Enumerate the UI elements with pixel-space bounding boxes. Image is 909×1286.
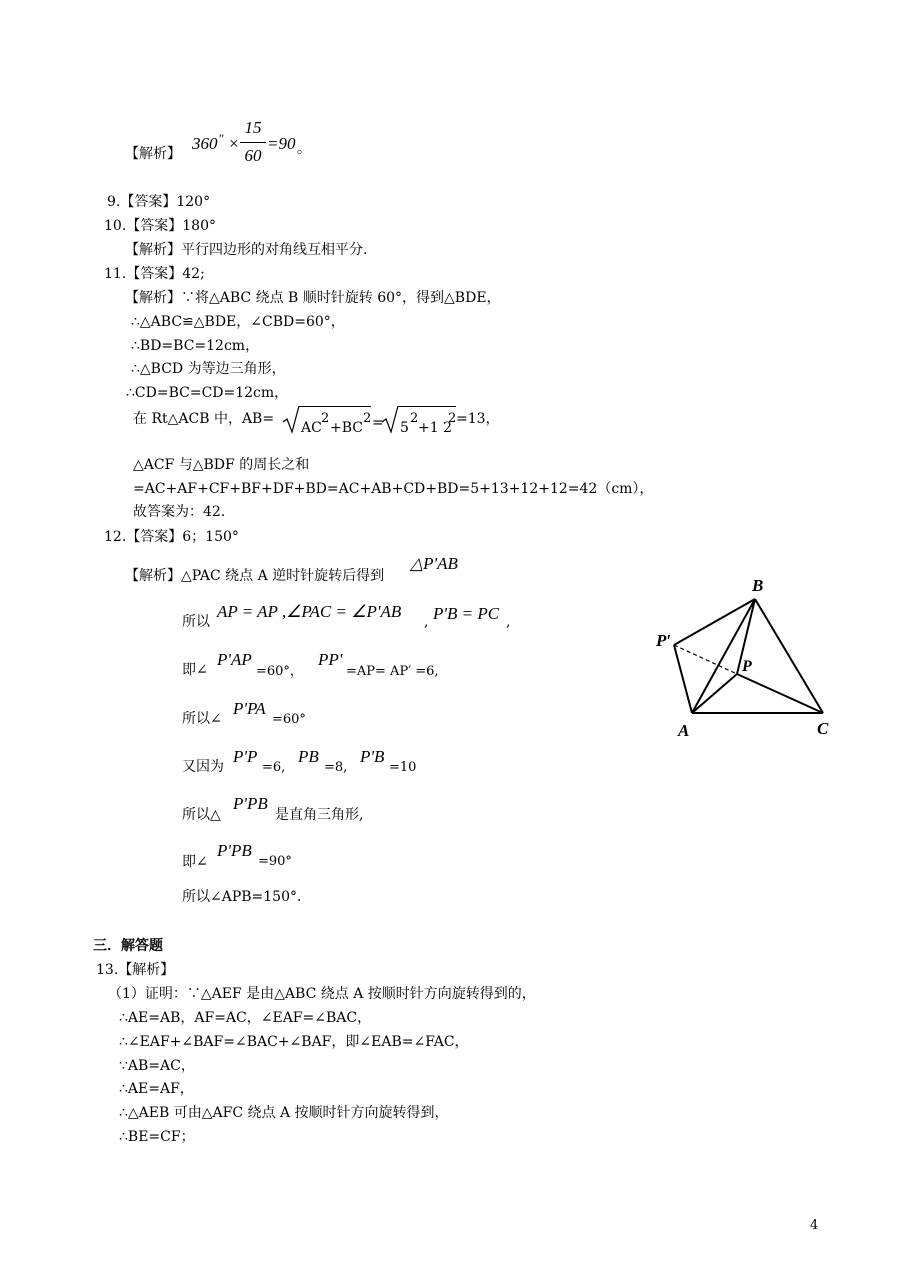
q12-line-6-suffix: 是直角三角形, bbox=[275, 807, 364, 823]
q12-line-6-math: P'PB bbox=[233, 794, 268, 813]
segment-bc bbox=[755, 599, 823, 713]
sqrt-bc: +BC bbox=[330, 420, 363, 436]
q11-line-6-result: =13， bbox=[456, 411, 500, 427]
q12-line-5-val3: =10 bbox=[389, 760, 417, 775]
math-eq-90: =90 bbox=[267, 134, 296, 153]
period: 。 bbox=[297, 141, 311, 157]
fraction-bar bbox=[240, 142, 266, 143]
sqrt-ac-exp: 2 bbox=[321, 411, 330, 426]
sqrt-ac: AC bbox=[301, 420, 322, 436]
label-p-prime: P′ bbox=[656, 631, 672, 650]
q12-line-7-prefix: 即∠ bbox=[182, 854, 208, 870]
q12-line-2-prefix: 所以 bbox=[182, 614, 210, 630]
q12-line-3-val1: =60°， bbox=[256, 664, 303, 679]
segment-pprime-a bbox=[674, 645, 692, 713]
math-times: × bbox=[228, 134, 240, 153]
q13-line-2: ∴AE=AB，AF=AC，∠EAF=∠BAC， bbox=[119, 1010, 372, 1026]
q11-line-3: ∴BD=BC=12cm， bbox=[131, 338, 260, 354]
q12-line-4-math: P'PA bbox=[233, 699, 266, 718]
sqrt-bar-1 bbox=[299, 406, 371, 407]
q12-line-6-prefix: 所以△ bbox=[182, 807, 221, 823]
q12-line-2-comma1: , bbox=[424, 614, 429, 630]
q12-line-3-val2: =AP= AP′ =6, bbox=[346, 664, 439, 679]
q12-line-2-comma2: , bbox=[506, 614, 511, 630]
q12-line-7-math: P'PB bbox=[217, 841, 252, 860]
q13-line-5: ∴AE=AF， bbox=[119, 1081, 194, 1097]
q12-line-5-val1: =6, bbox=[262, 760, 286, 775]
q13-line-7: ∴BE=CF； bbox=[119, 1129, 195, 1145]
segment-pc bbox=[737, 674, 823, 713]
q12-line-1: 【解析】△PAC 绕点 A 逆时针旋转后得到 bbox=[125, 568, 385, 584]
q11-line-9: 故答案为：42． bbox=[133, 504, 235, 520]
q11-line-6-prefix: 在 Rt△ACB 中，AB= bbox=[133, 411, 275, 427]
q12-line-5-val2: =8, bbox=[324, 760, 348, 775]
q11-line-8: =AC+AF+CF+BF+DF+BD=AC+AB+CD+BD=5+13+12+12=42（cm）， bbox=[133, 481, 654, 497]
sqrt-bar-2 bbox=[398, 406, 456, 407]
sqrt-bc-exp: 2 bbox=[363, 411, 372, 426]
q11-line-2: ∴△ABC≌△BDE，∠CBD=60°， bbox=[131, 314, 345, 330]
analysis-tag: 【解析】 bbox=[125, 146, 181, 162]
geometry-figure bbox=[650, 570, 840, 745]
page-number: 4 bbox=[810, 1218, 819, 1233]
q10-answer: 10.【答案】180° bbox=[104, 218, 216, 234]
math-prime: " bbox=[218, 131, 224, 146]
q12-line-5-math2: PB bbox=[298, 747, 319, 766]
q12-line-5-prefix: 又因为 bbox=[182, 759, 224, 775]
q11-line-1: 【解析】∵将△ABC 绕点 B 顺时针旋转 60°，得到△BDE， bbox=[125, 290, 501, 306]
q11-line-4: ∴△BCD 为等边三角形， bbox=[131, 361, 286, 377]
q13-heading: 13.【解析】 bbox=[96, 962, 175, 978]
q12-line-7-val: =90° bbox=[258, 854, 292, 869]
sqrt-eq: = bbox=[372, 415, 384, 431]
q9-answer: 9.【答案】120° bbox=[107, 194, 211, 210]
sqrt-symbol-1 bbox=[282, 404, 300, 434]
section-heading: 三．解答题 bbox=[93, 938, 163, 954]
fraction-numerator: 15 bbox=[244, 118, 262, 137]
q13-line-4: ∵AB=AC， bbox=[119, 1058, 195, 1074]
q12-line-3-math1: P'AP bbox=[217, 650, 252, 669]
q12-answer: 12.【答案】6；150° bbox=[104, 529, 239, 545]
q13-line-1: （1）证明：∵△AEF 是由△ABC 绕点 A 按顺时针方向旋转得到的， bbox=[108, 986, 536, 1002]
sqrt-12-exp: 2 bbox=[448, 411, 457, 426]
q12-line-2-math: AP = AP ,∠PAC = ∠P'AB bbox=[217, 602, 402, 621]
q11-answer: 11.【答案】42; bbox=[104, 266, 205, 282]
q12-line-8: 所以∠APB=150°． bbox=[182, 889, 312, 905]
q13-line-3: ∴∠EAF+∠BAF=∠BAC+∠BAF，即∠EAB=∠FAC， bbox=[119, 1034, 469, 1050]
q12-line-5-math3: P'B bbox=[360, 747, 385, 766]
sqrt-12: +1 2 bbox=[418, 420, 452, 436]
label-a: A bbox=[678, 721, 690, 740]
q12-line-4-prefix: 所以∠ bbox=[182, 711, 222, 727]
sqrt-5-exp: 2 bbox=[410, 411, 419, 426]
fraction-denominator: 60 bbox=[244, 146, 262, 165]
q12-line-1-math: △P'AB bbox=[410, 554, 458, 573]
label-b: B bbox=[752, 576, 764, 595]
q12-line-2-math2: P'B = PC bbox=[433, 604, 500, 623]
label-c: C bbox=[817, 719, 829, 738]
q12-line-5-math1: P'P bbox=[233, 747, 258, 766]
q13-line-6: ∴△AEB 可由△AFC 绕点 A 按顺时针方向旋转得到， bbox=[119, 1105, 449, 1121]
q12-line-3-math2: PP' bbox=[318, 650, 343, 669]
q11-line-5: ∴CD=BC=CD=12cm， bbox=[126, 385, 289, 401]
q12-line-3-prefix: 即∠ bbox=[182, 662, 208, 678]
q11-line-7: △ACF 与△BDF 的周长之和 bbox=[133, 457, 310, 473]
math-360: 360 bbox=[192, 134, 218, 153]
q10-analysis: 【解析】平行四边形的对角线互相平分. bbox=[125, 242, 368, 258]
q12-line-4-val: =60° bbox=[272, 712, 306, 727]
label-p: P bbox=[742, 658, 752, 675]
sqrt-5: 5 bbox=[400, 420, 409, 436]
sqrt-symbol-2 bbox=[381, 404, 399, 434]
segment-ap bbox=[692, 674, 737, 713]
